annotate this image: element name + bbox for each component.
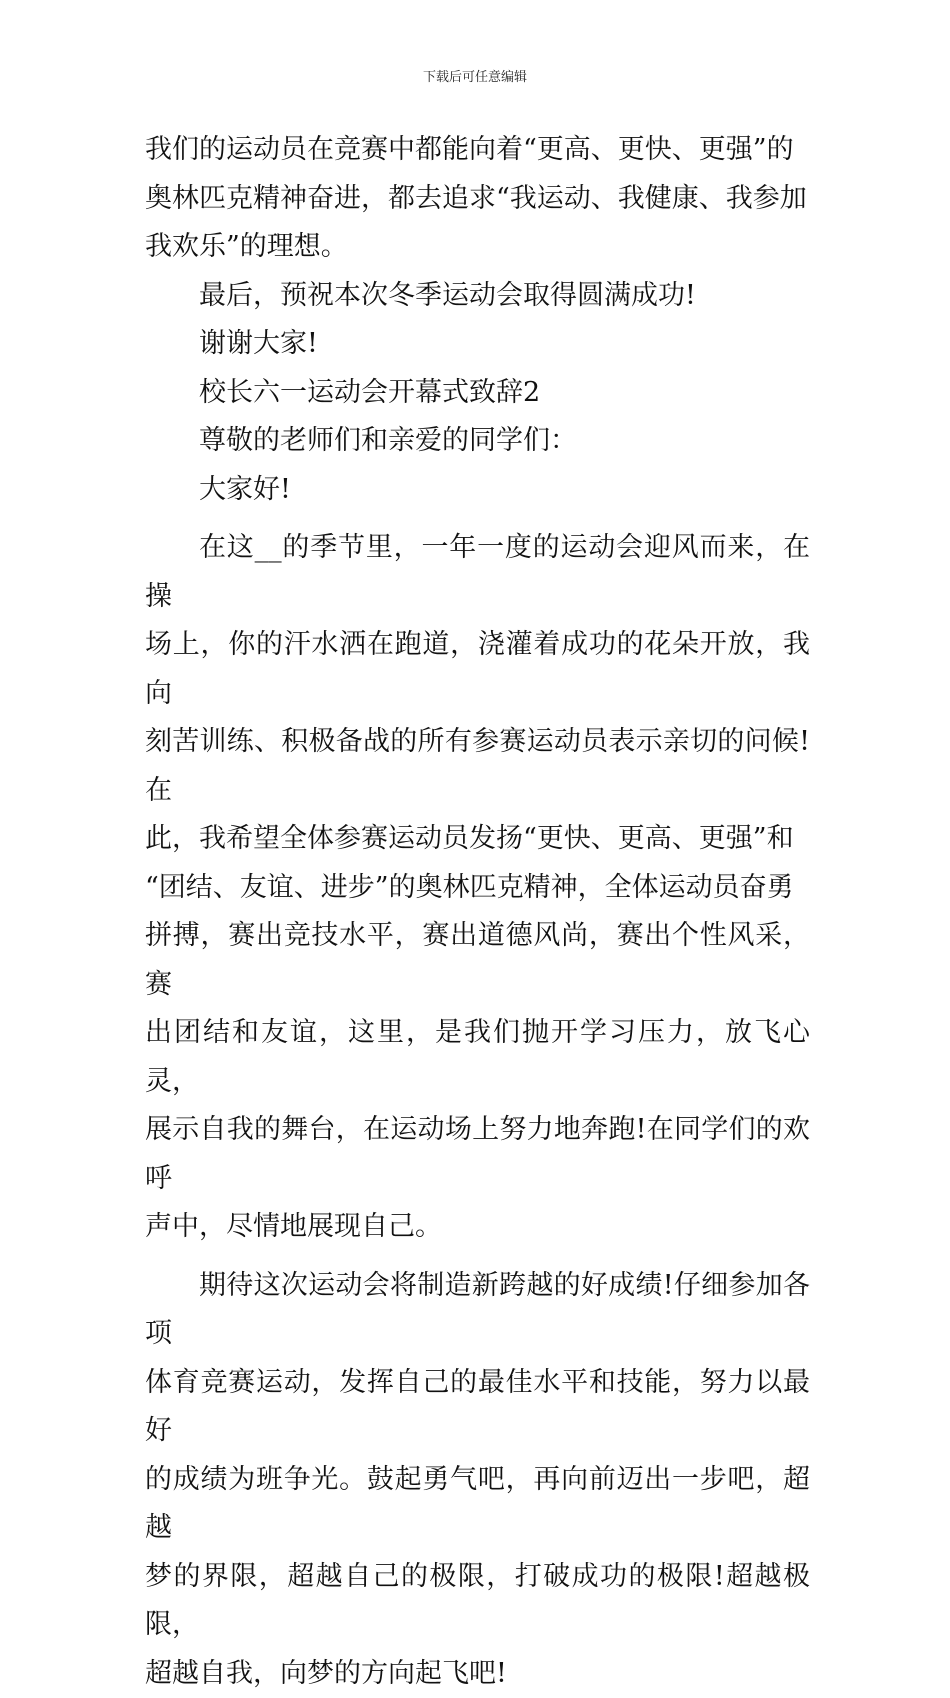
- paragraph-salutation: 尊敬的老师们和亲爱的同学们：: [145, 417, 810, 466]
- text-line: 的成绩为班争光。鼓起勇气吧，再向前迈出一步吧，超越: [145, 1456, 810, 1553]
- paragraph-expectation: [145, 1262, 810, 1698]
- text-line: 超越自我，向梦的方向起飞吧!: [145, 1650, 810, 1698]
- text-line: 场上，你的汗水洒在跑道，浇灌着成功的花朵开放，我向: [145, 621, 810, 718]
- text-line: 此，我希望全体参赛运动员发扬“更快、更高、更强”和: [145, 815, 810, 864]
- text-line: 声中，尽情地展现自己。: [145, 1203, 810, 1252]
- paragraph-greeting: 大家好!: [145, 466, 810, 515]
- text-line: 拼搏，赛出竞技水平，赛出道德风尚，赛出个性风采，赛: [145, 912, 810, 1009]
- text-line: 我们的运动员在竞赛中都能向着“更高、更快、更强”的: [145, 126, 810, 175]
- text-line: 刻苦训练、积极备战的所有参赛运动员表示亲切的问候!在: [145, 718, 810, 815]
- paragraph-olympic-spirit: [145, 126, 810, 272]
- text-line: 奥林匹克精神奋进，都去追求“我运动、我健康、我参加: [145, 175, 810, 224]
- text-line: 在这__的季节里，一年一度的运动会迎风而来，在操: [145, 524, 810, 621]
- text-line: 期待这次运动会将制造新跨越的好成绩!仔细参加各项: [145, 1262, 810, 1359]
- text-line: 梦的界限，超越自己的极限，打破成功的极限!超越极限，: [145, 1553, 810, 1650]
- text-line: “团结、友谊、进步”的奥林匹克精神，全体运动员奋勇: [145, 864, 810, 913]
- speech-title: 校长六一运动会开幕式致辞2: [145, 369, 810, 418]
- text-line: 出团结和友谊，这里，是我们抛开学习压力，放飞心灵，: [145, 1009, 810, 1106]
- paragraph-season-intro: [145, 524, 810, 1252]
- paragraph-thanks: 谢谢大家!: [145, 320, 810, 369]
- paragraph-closing-wish: 最后，预祝本次冬季运动会取得圆满成功!: [145, 272, 810, 321]
- text-line: 体育竞赛运动，发挥自己的最佳水平和技能，努力以最好: [145, 1359, 810, 1456]
- text-line: 展示自我的舞台，在运动场上努力地奔跑!在同学们的欢呼: [145, 1106, 810, 1203]
- document-body: [145, 126, 810, 1698]
- page-header-note: 下载后可任意编辑: [0, 66, 950, 85]
- text-line: 我欢乐”的理想。: [145, 223, 810, 272]
